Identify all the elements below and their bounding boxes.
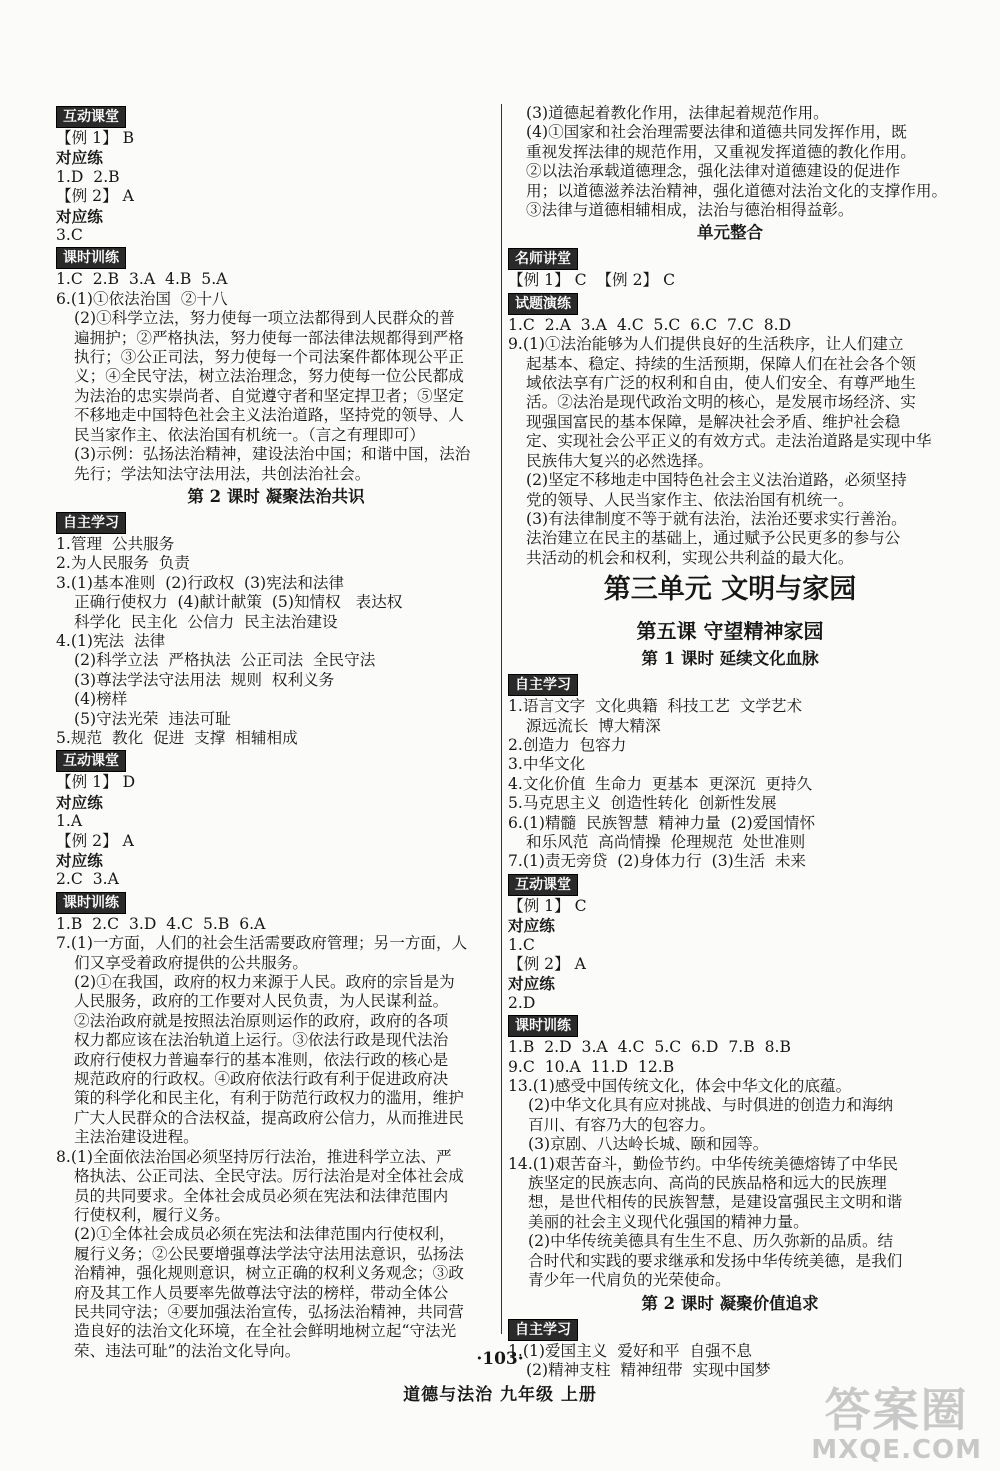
answer-line: 员的共同要求。全体社会成员必须在宪法和法律范围内 [74,1186,449,1205]
answer-line: 9.C 10.A 11.D 12.B [508,1057,675,1076]
answer-line: 1.B 2.C 3.D 4.C 5.B 6.A [56,914,266,933]
answer-line: 3.C [56,226,83,245]
answer-line: 5.马克思主义 创造性转化 创新性发展 [508,794,777,813]
answer-line: 治精神，强化规则意识，树立正确的权利义务观念；③政 [74,1264,464,1283]
section-header-wrap [56,245,496,270]
answer-line: (2)精神支柱 精神纽带 实现中国梦 [526,1360,771,1379]
answer-line: 美丽的社会主义现代化强国的精神力量。 [528,1212,809,1231]
left-column [56,104,496,1361]
answer-line: (4)榜样 [74,690,128,709]
answer-line: (2)中华文化具有应对挑战、与时俱进的创造力和海纳 [528,1096,894,1115]
answer-line: 起基本、稳定、持续的生活预期，保障人们在社会各个领 [526,354,916,373]
page-number: ·103· [476,1349,524,1369]
section-header: 互动课堂 [56,750,126,772]
answer-line: 【例 1】 C 【例 2】 C [508,271,676,290]
answer-line: 履行义务；②公民要增强尊法学法守法用法意识，弘扬法 [74,1244,464,1263]
answer-line: 9.(1)①法治能够为人们提供良好的生活秩序，让人们建立 [508,335,904,354]
right-column [508,104,952,1380]
answer-line: (3)尊法学法守法用法 规则 权利义务 [74,670,335,689]
answer-line: 1.(1)爱国主义 爱好和平 自强不息 [508,1341,752,1360]
answer-line: 重视发挥法律的规范作用，又重视发挥道德的教化作用。 [526,142,916,161]
section-header-wrap [508,246,952,271]
answer-line: 1.管理 公共服务 [56,534,175,553]
section-header: 名师讲堂 [508,248,578,270]
answer-line: (3)有法律制度不等于就有法治，法治还要求实行善治。 [526,509,907,528]
answer-line: (2)坚定不移地走中国特色社会主义法治道路，必须坚持 [526,471,907,490]
answer-line: 【例 1】 B [56,129,135,147]
answer-line: 1.B 2.D 3.A 4.C 5.C 6.D 7.B 8.B [508,1038,791,1057]
practice-label: 对应练 [56,792,103,812]
answer-line: (2)①科学立法，努力使每一项立法都得到人民群众的普 [74,309,455,328]
answer-line: 法治建立在民主的基础上，通过赋予公民更多的参与公 [526,529,901,548]
watermark-url: MXQE.COM [811,1435,982,1465]
practice-label: 对应练 [56,206,103,226]
answer-line: (2)中华传统美德具有生生不息、历久弥新的品质。结 [528,1232,894,1251]
answer-line: 域依法享有广泛的权利和自由，使人们安全、有尊严地生 [526,374,916,393]
answer-line: 想，是世代相传的民族智慧，是建设富强民主文明和谐 [528,1193,903,1212]
answer-line: 【例 1】 C [508,896,587,915]
watermark-title: 答案圈 [824,1383,969,1437]
answer-line: 遍拥护；②严格执法，努力使每一部法律法规都得到严格 [74,328,464,347]
section-header-wrap [508,1317,952,1342]
section-header: 课时训练 [56,892,126,914]
answer-line: (3)示例：弘扬法治精神，建设法治中国；和谐中国，法治 [74,445,471,464]
answer-line: 【例 2】 A [56,831,134,850]
answer-line: 合时代和实践的要求继承和发扬中华传统美德，是我们 [528,1251,903,1270]
section-header-wrap [508,672,952,697]
answer-line: 义；④全民守法，树立法治理念，努力使每一位公民都成 [74,367,464,386]
answer-line: 【例 1】 D [56,773,136,792]
answer-line: (5)守法光荣 违法可耻 [74,709,231,728]
answer-line: 7.(1)一方面，人们的社会生活需要政府管理；另一方面，人 [56,934,468,953]
section-header-wrap [56,890,496,915]
answer-line: 活。②法治是现代政治文明的核心，是发展市场经济、实 [526,393,916,412]
answer-line: 现强国富民的基本保障，是解决社会矛盾、维护社会稳 [526,412,901,431]
answer-line: 们又享受着政府提供的公共服务。 [74,953,308,972]
answer-line: 策的科学化和民主化，有利于防范行政权力的滥用，维护 [74,1089,464,1108]
answer-line: 6.(1)精髓 民族智慧 精神力量 (2)爱国情怀 [508,813,816,832]
answer-line: 1.A [56,812,83,831]
answer-line: 行使权利，履行义务。 [74,1205,230,1224]
answer-line: 1.C [508,935,535,954]
answer-line: 5.规范 教化 促进 支撑 相辅相成 [56,728,298,747]
answer-line: (2)①在我国，政府的权力来源于人民。政府的宗旨是为 [74,973,455,992]
lesson-title: 第五课 守望精神家园 [636,619,824,644]
section-header-wrap [508,1013,952,1038]
answer-line: 1.语言文字 文化典籍 科技工艺 文学艺术 [508,697,803,716]
answer-line: 府及其工作人员要率先做尊法守法的榜样，带动全体公 [74,1283,449,1302]
answer-line: 3.中华文化 [508,755,586,774]
unit-title: 第三单元 文明与家园 [603,574,857,606]
answer-line: 民族伟大复兴的必然选择。 [526,451,714,470]
answer-line: 【例 2】 A [56,187,134,206]
answer-line: 权力都应该在法治轨道上运行。③依法行政是现代法治 [74,1031,449,1050]
lesson-period-title: 第 2 课时 凝聚价值追求 [641,1293,819,1313]
answer-line: 主法治建设进程。 [74,1128,199,1147]
section-header: 自主学习 [508,1319,578,1341]
answer-line: (3)道德起着教化作用，法律起着规范作用。 [526,104,829,122]
answer-line: 格执法、公正司法、全民守法。厉行法治是对全体社会成 [74,1167,464,1186]
watermark [811,1385,982,1465]
answer-line: 源远流长 博大精深 [526,716,661,735]
section-header-wrap [508,872,952,897]
answer-line: 先行；学法知法守法用法，共创法治社会。 [74,464,371,483]
answer-line: 为法治的忠实崇尚者、自觉遵守者和坚定捍卫者；⑤坚定 [74,386,464,405]
section-header: 试题演练 [508,293,578,315]
section-header: 互动课堂 [508,874,578,896]
answer-line: 13.(1)感受中国传统文化，体会中华文化的底蕴。 [508,1077,852,1096]
answer-line: 人民服务，政府的工作要对人民负责，为人民谋利益。 [74,992,449,1011]
answer-line: (2)①全体社会成员必须在宪法和法律范围内行使权利， [74,1225,455,1244]
answer-line: 族坚定的民族志向、高尚的民族品格和远大的民族理 [528,1174,887,1193]
answer-line: 2.D [508,993,536,1012]
answer-line: 14.(1)艰苦奋斗，勤俭节约。中华传统美德熔铸了中华民 [508,1154,898,1173]
answer-line: 【例 2】 A [508,955,586,973]
answer-line: 共活动的机会和权利，实现公共利益的最大化。 [526,548,854,567]
answer-line: ②法治政府就是按照法治原则运作的政府，政府的各项 [74,1011,449,1030]
answer-line: 1.D 2.B [56,167,120,186]
answer-line: 不移地走中国特色社会主义法治道路，坚持党的领导、人 [74,406,464,425]
answer-line: 科学化 民主化 公信力 民主法治建设 [74,612,338,631]
section-header: 课时训练 [508,1015,578,1037]
answer-line: 2.C 3.A [56,870,119,889]
section-header: 自主学习 [56,512,126,534]
answer-line: 2.创造力 包容力 [508,735,627,754]
answer-line: 广大人民群众的合法权益，提高政府公信力，从而推进民 [74,1108,464,1127]
column-divider [501,104,502,1334]
section-header-wrap [56,510,496,535]
answer-line: 青少年一代肩负的光荣使命。 [528,1271,731,1290]
answer-line: 民当家作主、依法治国有机统一。（言之有理即可） [74,425,425,444]
section-header: 课时训练 [56,247,126,269]
subject-line: 道德与法治 九年级 上册 [403,1385,597,1405]
answer-line: 正确行使权力 (4)献计献策 (5)知情权 表达权 [74,593,403,612]
practice-label: 对应练 [56,851,103,870]
answer-line: 定、实现社会公平正义的有效方式。走法治道路是实现中华 [526,432,932,451]
practice-label: 对应练 [56,148,103,168]
answer-line: 民共同守法；④要加强法治宣传，弘扬法治精神，共同营 [74,1302,464,1321]
answer-line: 执行；③公正司法，努力使每一个司法案件都体现公平正 [74,348,464,367]
section-header: 互动课堂 [56,106,126,128]
answer-line: ②以法治承载道德理念，强化法律对道德建设的促进作 [526,162,901,181]
lesson-period-title: 第 2 课时 凝聚法治共识 [187,486,365,506]
answer-line: 和乐风范 高尚情操 伦理规范 处世准则 [526,832,806,851]
lesson-period-title: 单元整合 [697,223,763,243]
answer-line: 1.C 2.A 3.A 4.C 5.C 6.C 7.C 8.D [508,315,792,334]
practice-label: 对应练 [508,974,555,994]
section-header-wrap [56,748,496,773]
answer-line: 1.C 2.B 3.A 4.B 5.A [56,270,228,289]
answer-line: (4)①国家和社会治理需要法律和道德共同发挥作用，既 [526,123,907,142]
answer-line: 6.(1)①依法治国 ②十八 [56,289,228,308]
answer-line: 政府行使权力普遍奉行的基本准则，依法行政的核心是 [74,1050,449,1069]
answer-line: 荣、违法可耻”的法治文化导向。 [74,1341,301,1360]
answer-line: 规范政府的行政权。④政府依法行政有利于促进政府决 [74,1070,449,1089]
answer-line: (3)京剧、八达岭长城、颐和园等。 [528,1135,769,1154]
answer-line: 4.文化价值 生命力 更基本 更深沉 更持久 [508,774,813,793]
answer-line: 百川、有容乃大的包容力。 [528,1115,716,1134]
answer-line: 7.(1)责无旁贷 (2)身体力行 (3)生活 未来 [508,852,807,871]
answer-line: 8.(1)全面依法治国必须坚持厉行法治，推进科学立法、严 [56,1147,452,1166]
answer-line: ③法律与道德相辅相成，法治与德治相得益彰。 [526,201,854,220]
answer-line: 3.(1)基本准则 (2)行政权 (3)宪法和法律 [56,573,345,592]
section-header-wrap [56,104,496,129]
answer-line: 2.为人民服务 负责 [56,554,190,573]
answer-line: (2)科学立法 严格执法 公正司法 全民守法 [74,651,376,670]
answer-line: 造良好的法治文化环境，在全社会鲜明地树立起“守法光 [74,1322,457,1341]
practice-label: 对应练 [508,916,555,936]
answer-line: 4.(1)宪法 法律 [56,631,166,650]
answer-line: 党的领导、人民当家作主、依法治国有机统一。 [526,490,854,509]
lesson-period-title: 第 1 课时 延续文化血脉 [641,649,819,669]
section-header-wrap [508,291,952,316]
section-header: 自主学习 [508,674,578,696]
answer-line: 用；以道德滋养法治精神，强化道德对法治文化的支撑作用。 [526,181,948,200]
